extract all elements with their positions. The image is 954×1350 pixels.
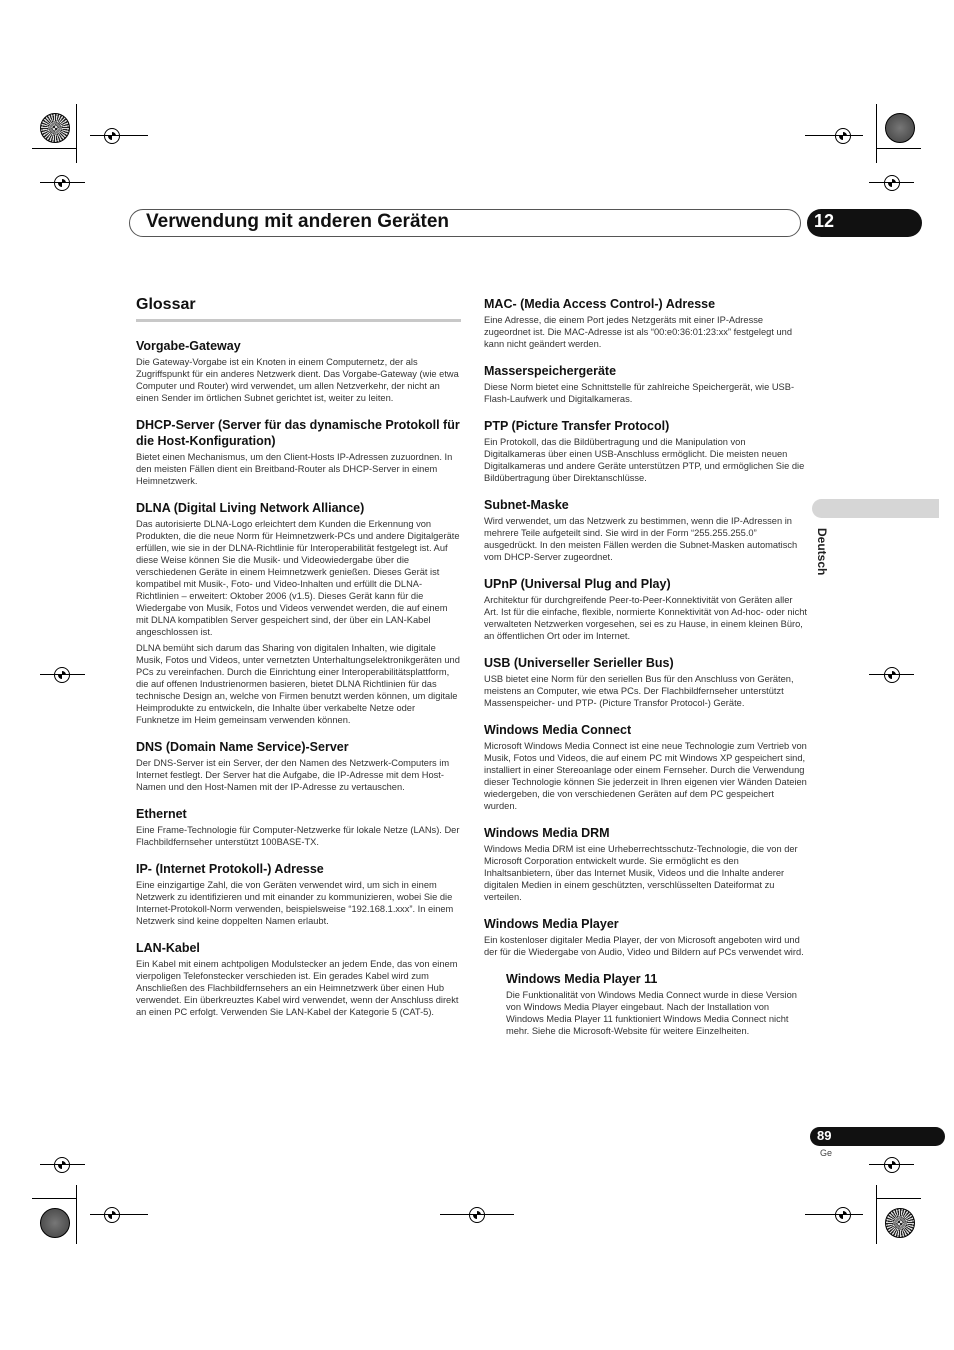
crop-line [40, 1164, 85, 1165]
glossary-entry [484, 363, 808, 405]
crop-line [76, 1185, 77, 1244]
glossary-definition: Die Funktionalität von Windows Media Connect wurde in diese Version von Windows Media Player eingebaut. Nach der Installation von Windows Media Player 11 funktioniert Windows Media Connect nicht mehr. Siehe die Microsoft-Website für weitere Einzelheiten. [506, 990, 797, 1036]
glossary-term: Windows Media Player 11 [506, 972, 658, 986]
language-tab [812, 499, 939, 518]
crop-line [90, 135, 148, 136]
glossary-definition: Eine Frame-Technologie für Computer-Netzwerke für lokale Netze (LANs). Der Flachbildfernseher unterstützt 100BASE-TX. [136, 825, 460, 847]
language-label: Deutsch [815, 528, 829, 576]
glossary-definition: Architektur für durchgreifende Peer-to-Peer-Konnektivität von Geräten aller Art. Ist für die einfache, flexible, normierte Konnektivität von Ad-hoc- oder nicht verwalteten Netzwerken vorgesehen, sei es zu Hause, in einem kleinen Büro, an öffentlichen Ort oder im Internet. [484, 595, 807, 641]
crop-line [876, 148, 921, 149]
glossary-definition: Eine einzigartige Zahl, die von Geräten verwendet wird, um sich in einem Netzwerk zu identifizieren und mit einander zu kommunizieren, wobei Sie die Internet-Protokoll-Norm verwenden, beispielsweise “192.168.1.xxx”. In einem Netzwerk sind keine doppelten Namen erlaubt. [136, 880, 454, 926]
crosshair-target-icon [884, 667, 900, 683]
glossary-term: MAC- (Media Access Control-) Adresse [484, 297, 716, 311]
glossary-definition: Windows Media DRM ist eine Urheberrechtsschutz-Technologie, die von der Microsoft Corporation entwickelt wurde. Sie ermöglicht es den Inhaltsanbietern, über das Internet Musik, Videos und die Inhalte anderer digitalen Medien in einem geschützten, verschlüsselten Dateiformat zu verteilen. [484, 844, 798, 902]
left-column [136, 296, 461, 1031]
crop-line [76, 104, 77, 163]
glossary-definition: DLNA bemüht sich darum das Sharing von digitalen Inhalten, wie digitale Musik, Fotos und Videos, unter vernetzten Unterhaltungselektronikgeräten und PCs zu vereinfachen. Durch die Einrichtung einer Interoperabilitätsplattform, die auf offenen Industrienormen basieren, bietet DLNA Richtlinien für das technische Design an, welche von Firmen benutzt werden können, um digitale Heimprodukte zu entwickeln, die Inhalte über verkabelte Netze oder Funknetze im Heim gemeinsam verwenden können. [136, 643, 460, 725]
registration-mark-icon [885, 113, 915, 143]
crosshair-target-icon [54, 175, 70, 191]
crop-line [805, 135, 863, 136]
crosshair-target-icon [884, 1157, 900, 1173]
crosshair-target-icon [469, 1207, 485, 1223]
registration-mark-icon [885, 1208, 915, 1238]
glossary-definition: Ein Protokoll, das die Bildübertragung und die Manipulation von Digitalkameras über einen USB-Anschluss ermöglicht. Die meisten neuen Digitalkameras und andere Geräte unterstützen PTP, und ermöglichen Sie die Bildübertragung über Direktanschlüsse. [484, 437, 805, 483]
page-language-code: Ge [820, 1148, 833, 1158]
crosshair-target-icon [835, 128, 851, 144]
page-number: 89 [817, 1128, 832, 1143]
crosshair-target-icon [884, 175, 900, 191]
crop-line [440, 1214, 514, 1215]
crosshair-target-icon [104, 1207, 120, 1223]
crop-line [876, 104, 877, 163]
glossary-term: IP- (Internet Protokoll-) Adresse [136, 862, 324, 876]
crosshair-target-icon [54, 1157, 70, 1173]
glossary-entry [136, 500, 461, 726]
section-title: Glossar [136, 296, 461, 322]
chapter-number: 12 [814, 211, 835, 231]
glossary-definition: USB bietet eine Norm für den seriellen Bus für den Anschluss von Geräten, meistens an Computer, wie etwa PCs. Der Flachbildfernseher unterstützt Massenspeicher- und PTP- (Picture Transfor Protocol-) Geräte. [484, 674, 794, 708]
registration-mark-icon [40, 1208, 70, 1238]
crosshair-target-icon [835, 1207, 851, 1223]
glossary-definition: Eine Adresse, die einem Port jedes Netzgeräts mit einer IP-Adresse zugeordnet ist. Die MAC-Adresse ist als “00:e0:36:01:23:xx” festgelegt und kann nicht geändert werden. [484, 315, 792, 349]
glossary-entry [136, 861, 461, 927]
crop-line [869, 1164, 914, 1165]
glossary-term: PTP (Picture Transfer Protocol) [484, 419, 670, 433]
glossary-term: DHCP-Server (Server für das dynamische Protokoll für die Host-Konfiguration) [136, 418, 460, 448]
glossary-term: Windows Media Player [484, 917, 619, 931]
glossary-definition: Bietet einen Mechanismus, um den Client-Hosts IP-Adressen zuzuordnen. In den meisten Fällen dient ein Breitband-Router als DHCP-Server in einem Heimnetzwerk. [136, 452, 453, 486]
glossary-definition: Ein Kabel mit einem achtpoligen Modulstecker an jedem Ende, das von einem vierpoligen Telefonstecker verschieden ist. Ein gerades Kabel wird zum Anschließen des Flachbildfernsehers an ein Heimnetzwerk über einen Hub verwendet. Ein überkreuztes Kabel wird verwendet, wenn der Anschluss direkt an einen PC erfolgt. Verwenden Sie LAN-Kabel der Kategorie 5 (CAT-5). [136, 959, 459, 1017]
glossary-entry [484, 418, 808, 484]
glossary-term: UPnP (Universal Plug and Play) [484, 577, 671, 591]
glossary-definition: Ein kostenloser digitaler Media Player, der von Microsoft angeboten wird und der für die Wiedergabe von Audio, Video und Bildern auf PCs verwendet wird. [484, 935, 804, 957]
glossary-term: USB (Universeller Serieller Bus) [484, 656, 674, 670]
glossary-term: Ethernet [136, 807, 187, 821]
crop-line [90, 1214, 148, 1215]
glossary-entry [484, 655, 808, 709]
glossary-definition: Die Gateway-Vorgabe ist ein Knoten in einem Computernetz, der als Zugriffspunkt für ein anderes Netzwerk dient. Das Vorgabe-Gateway (wie etwa Computer und Router) wird verwendet, um allen Netzverkehr, der nicht an einen Sender im örtlichen Subnet gerichtet ist, weiter zu leiten. [136, 357, 459, 403]
glossary-entry [136, 739, 461, 793]
glossary-entry [484, 576, 808, 642]
crosshair-target-icon [54, 667, 70, 683]
crop-line [869, 182, 914, 183]
glossary-definition: Das autorisierte DLNA-Logo erleichtert dem Kunden die Erkennung von Produkten, die die neue Norm für Heimnetzwerk-PCs und andere Digitalgeräte erfüllen, wie sie in der DLNA-Richtlinie für Interoperabilität festgelegt ist. Auf diese Weise können Sie die Musik- und Videowiedergabe über die verschiedenen Geräte in einem Heimnetzwerk genießen. Dieses Gerät ist kompatibel mit Musik-, Foto- und Video-Inhalten und erfüllt die DLNA-Richtlinien – erweitert: Oktober 2006 (v1.5). Dieses Gerät kann für die Wiedergabe von Musik, Fotos und Videos verwendet werden, die auf einem mit DLNA kompatiblen Server gespeichert sind, der über ein LAN-Kabel angeschlossen ist. [136, 519, 460, 637]
glossary-entry [136, 940, 461, 1018]
glossary-term: LAN-Kabel [136, 941, 200, 955]
glossary-term: DLNA (Digital Living Network Alliance) [136, 501, 365, 515]
glossary-term: Windows Media Connect [484, 723, 632, 737]
crop-line [32, 1198, 77, 1199]
glossary-definition: Der DNS-Server ist ein Server, der den Namen des Netzwerk-Computers im Internet festlegt. Der Server hat die Aufgabe, die IP-Adresse mit dem Host-Namen und den Host-Namen mit der IP-Adresse zu vertauschen. [136, 758, 450, 792]
registration-mark-icon [40, 113, 70, 143]
glossary-term: Vorgabe-Gateway [136, 339, 241, 353]
glossary-entry [484, 497, 808, 563]
glossary-entry [136, 806, 461, 848]
glossary-term: DNS (Domain Name Service)-Server [136, 740, 349, 754]
crop-line [869, 674, 914, 675]
glossary-entry [136, 417, 461, 487]
crop-line [876, 1185, 877, 1244]
crop-line [40, 674, 85, 675]
glossary-term: Masserspeichergeräte [484, 364, 617, 378]
crop-line [876, 1198, 921, 1199]
glossary-entry [136, 338, 461, 404]
glossary-entry [484, 296, 808, 350]
glossary-definition: Microsoft Windows Media Connect ist eine neue Technologie zum Vertrieb von Musik, Fotos und Videos, die auf einem PC mit Windows XP gespeichert sind, installiert in einer Stereoanlage oder einem Fernseher. Durch die Verwendung dieser Technologie können Sie jederzeit in Ihren eigenen vier Wänden Dateien wiedergeben, die von verschiedenen Geräten auf dem PC gespeichert wurden. [484, 741, 807, 811]
glossary-definition: Wird verwendet, um das Netzwerk zu bestimmen, wenn die IP-Adressen in mehrere Teile aufgeteilt sind. Sie wird in der Form “255.255.255.0” ausgedrückt. In den meisten Fällen werden die Subnet-Masken automatisch vom DHCP-Server zugeordnet. [484, 516, 798, 562]
crop-line [805, 1214, 863, 1215]
glossary-term: Subnet-Maske [484, 498, 569, 512]
glossary-entry [506, 971, 808, 1037]
glossary-definition: Diese Norm bietet eine Schnittstelle für zahlreiche Speichergerät, wie USB-Flash-Laufwerk und Digitalkameras. [484, 382, 795, 404]
crosshair-target-icon [104, 128, 120, 144]
glossary-term: Windows Media DRM [484, 826, 610, 840]
glossary-entry [484, 722, 808, 812]
chapter-title: Verwendung mit anderen Geräten [146, 211, 450, 232]
crop-line [32, 148, 77, 149]
right-column [484, 296, 808, 1050]
glossary-entry [484, 825, 808, 903]
glossary-entry [484, 916, 808, 958]
crop-line [40, 182, 85, 183]
